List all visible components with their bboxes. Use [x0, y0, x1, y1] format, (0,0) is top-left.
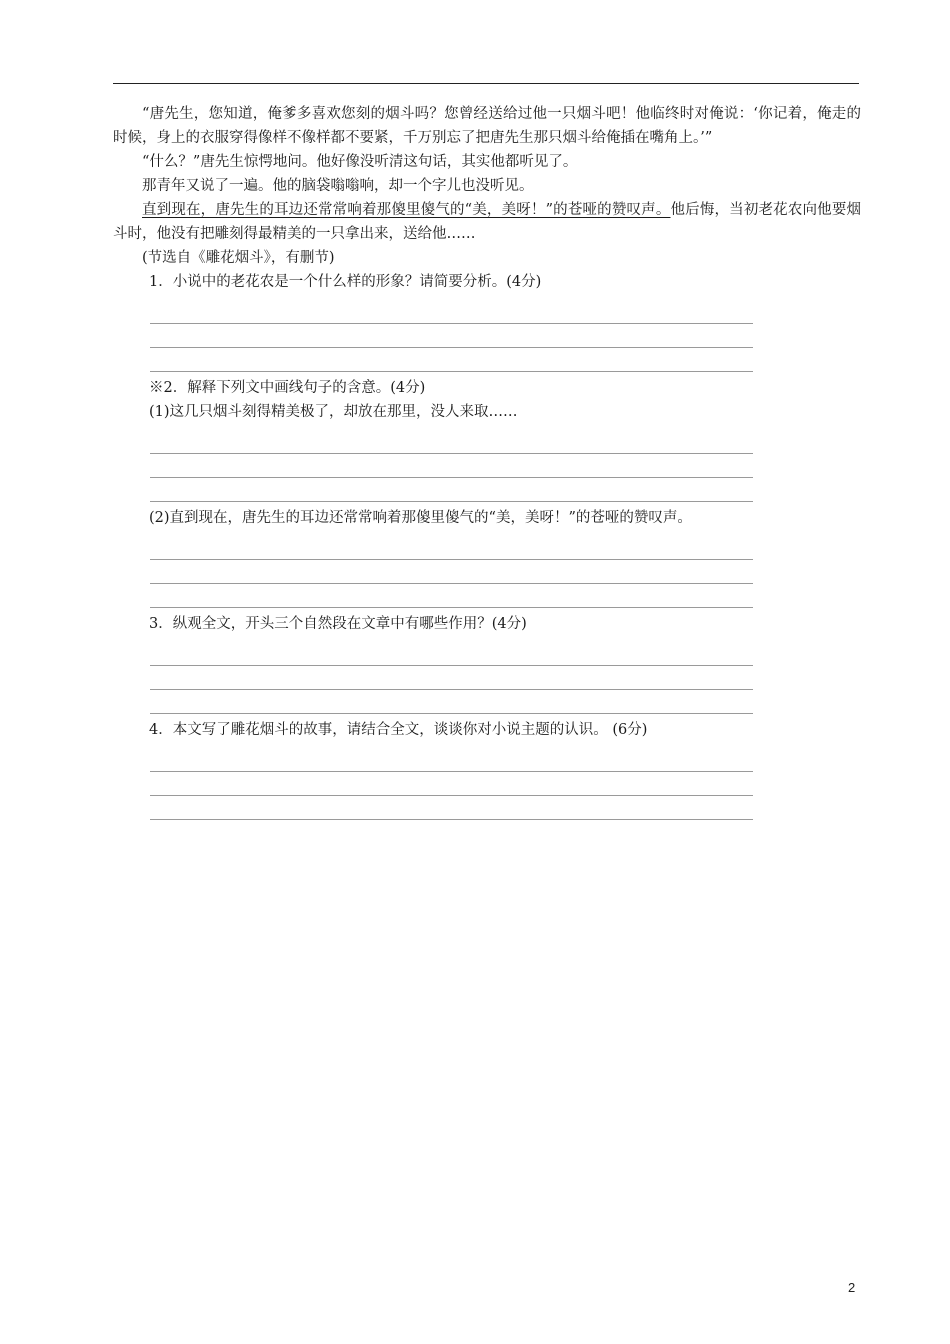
passage-paragraph-4-rest: 他后悔，当初老花农向他要烟斗时，他没有把雕刻得最精美的一只拿出来，送给他……: [113, 202, 862, 242]
answer-line[interactable]: [150, 772, 753, 796]
answer-line[interactable]: [150, 560, 753, 584]
answer-area-q2-1[interactable]: [150, 424, 753, 506]
question-2-2: (2)直到现在，唐先生的耳边还常常响着那傻里傻气的“美，美呀！”的苍哑的赞叹声。: [149, 510, 692, 526]
answer-line[interactable]: [150, 478, 753, 502]
answer-area-q1[interactable]: [150, 294, 753, 376]
passage-paragraph-4: [113, 198, 861, 246]
header-rule: [113, 83, 859, 84]
answer-area-q4[interactable]: [150, 742, 753, 824]
answer-line[interactable]: [150, 430, 753, 454]
page-content: [113, 102, 861, 824]
passage-paragraph-2: “什么？”唐先生惊愕地问。他好像没听清这句话，其实他都听见了。: [142, 154, 578, 170]
question-3: 3．纵观全文，开头三个自然段在文章中有哪些作用？(4分): [149, 616, 527, 632]
underlined-sentence: 直到现在，唐先生的耳边还常常响着那傻里傻气的“美，美呀！”的苍哑的赞叹声。: [142, 202, 671, 218]
question-1: 1．小说中的老花农是一个什么样的形象？请简要分析。(4分): [149, 274, 542, 290]
answer-line[interactable]: [150, 536, 753, 560]
answer-line[interactable]: [150, 690, 753, 714]
passage-source: (节选自《雕花烟斗》，有删节): [142, 250, 335, 266]
question-2-1: (1)这几只烟斗刻得精美极了，却放在那里，没人来取……: [149, 404, 518, 420]
answer-line[interactable]: [150, 796, 753, 820]
passage-paragraph-1: “唐先生，您知道，俺爹多喜欢您刻的烟斗吗？您曾经送给过他一只烟斗吧！他临终时对俺说：‘你记着，俺走的时候，身上的衣服穿得像样不像样都不要紧，千万别忘了把唐先生那只烟斗给俺插在嘴角上。’”: [113, 106, 861, 146]
answer-area-q3[interactable]: [150, 636, 753, 718]
answer-line[interactable]: [150, 348, 753, 372]
question-2: ※2．解释下列文中画线句子的含意。(4分): [149, 380, 426, 396]
answer-line[interactable]: [150, 584, 753, 608]
question-4: 4．本文写了雕花烟斗的故事，请结合全文，谈谈你对小说主题的认识。 (6分): [149, 722, 648, 738]
answer-line[interactable]: [150, 324, 753, 348]
answer-area-q2-2[interactable]: [150, 530, 753, 612]
answer-line[interactable]: [150, 300, 753, 324]
passage-paragraph-3: 那青年又说了一遍。他的脑袋嗡嗡响，却一个字儿也没听见。: [142, 178, 534, 194]
page-number: 2: [848, 1280, 856, 1295]
answer-line[interactable]: [150, 748, 753, 772]
answer-line[interactable]: [150, 454, 753, 478]
answer-line[interactable]: [150, 666, 753, 690]
answer-line[interactable]: [150, 642, 753, 666]
